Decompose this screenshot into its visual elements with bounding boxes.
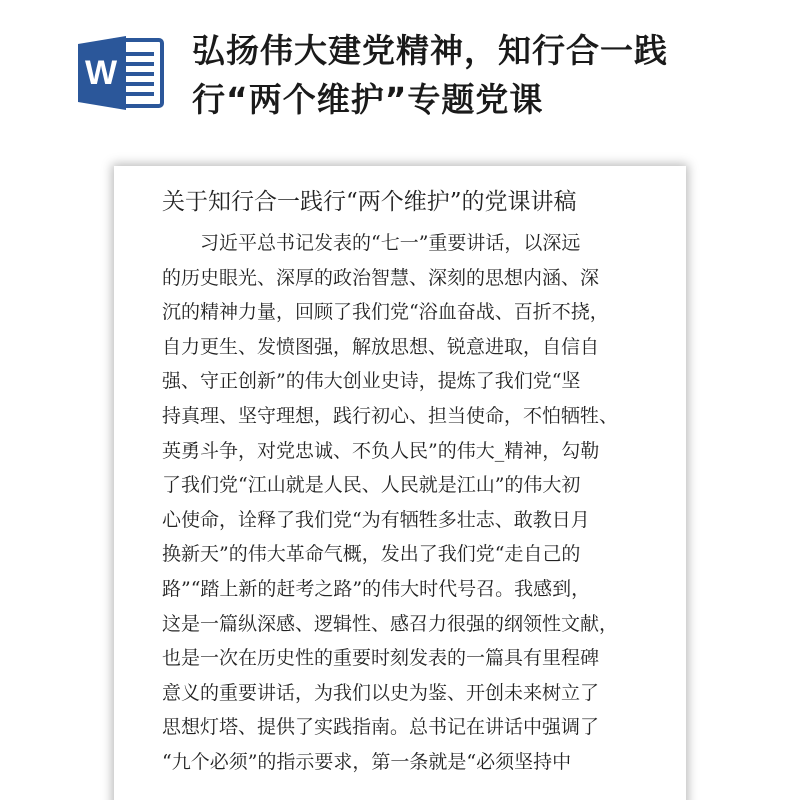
- paragraph-line: 也是一次在历史性的重要时刻发表的一篇具有里程碑: [162, 647, 600, 670]
- paragraph-line: 强、守正创新”的伟大创业史诗，提炼了我们党“坚: [162, 370, 581, 393]
- page-header: [0, 0, 800, 150]
- paragraph-line: 英勇斗争，对党忠诚、不负人民”的伟大_精神，勾勒: [162, 439, 600, 462]
- paragraph-line: 换新天”的伟大革命气概，发出了我们党“走自己的: [162, 543, 581, 566]
- paragraph-line: 思想灯塔、提供了实践指南。总书记在讲话中强调了: [162, 716, 600, 739]
- paragraph-line: 的历史眼光、深厚的政治智慧、深刻的思想内涵、深: [162, 266, 600, 289]
- word-icon-letter: W: [84, 54, 118, 92]
- paragraph-line: 这是一篇纵深感、逻辑性、感召力很强的纲领性文献，: [162, 612, 619, 635]
- paragraph-line: 习近平总书记发表的“七一”重要讲话，以深远: [200, 232, 581, 254]
- paragraph-line: 持真理、坚守理想，践行初心、担当使命，不怕牺牲、: [162, 404, 619, 427]
- header-title-line-2: 行“两个维护”专题党课: [192, 80, 544, 119]
- paragraph-line: 了我们党“江山就是人民、人民就是江山”的伟大初: [162, 474, 581, 497]
- paragraph-line: “九个必须”的指示要求，第一条就是“必须坚持中: [162, 750, 572, 773]
- paragraph-line: 意义的重要讲话，为我们以史为鉴、开创未来树立了: [162, 681, 600, 704]
- header-title-line-1: 弘扬伟大建党精神，知行合一践: [192, 31, 668, 70]
- paragraph-line: 沉的精神力量，回顾了我们党“浴血奋战、百折不挠，: [162, 301, 609, 324]
- document-body: [162, 226, 652, 780]
- document-title: 关于知行合一践行“两个维护”的党课讲稿: [162, 189, 577, 215]
- word-document-icon: [76, 32, 164, 114]
- paragraph-line: 心使命，诠释了我们党“为有牺牲多壮志、敢教日月: [162, 508, 590, 531]
- paragraph-line: 自力更生、发愤图强，解放思想、锐意进取，自信自: [162, 335, 600, 358]
- paragraph-line: 路”“踏上新的赶考之路”的伟大时代号召。我感到，: [162, 577, 591, 600]
- header-title: [192, 26, 782, 124]
- document-page: [114, 166, 686, 800]
